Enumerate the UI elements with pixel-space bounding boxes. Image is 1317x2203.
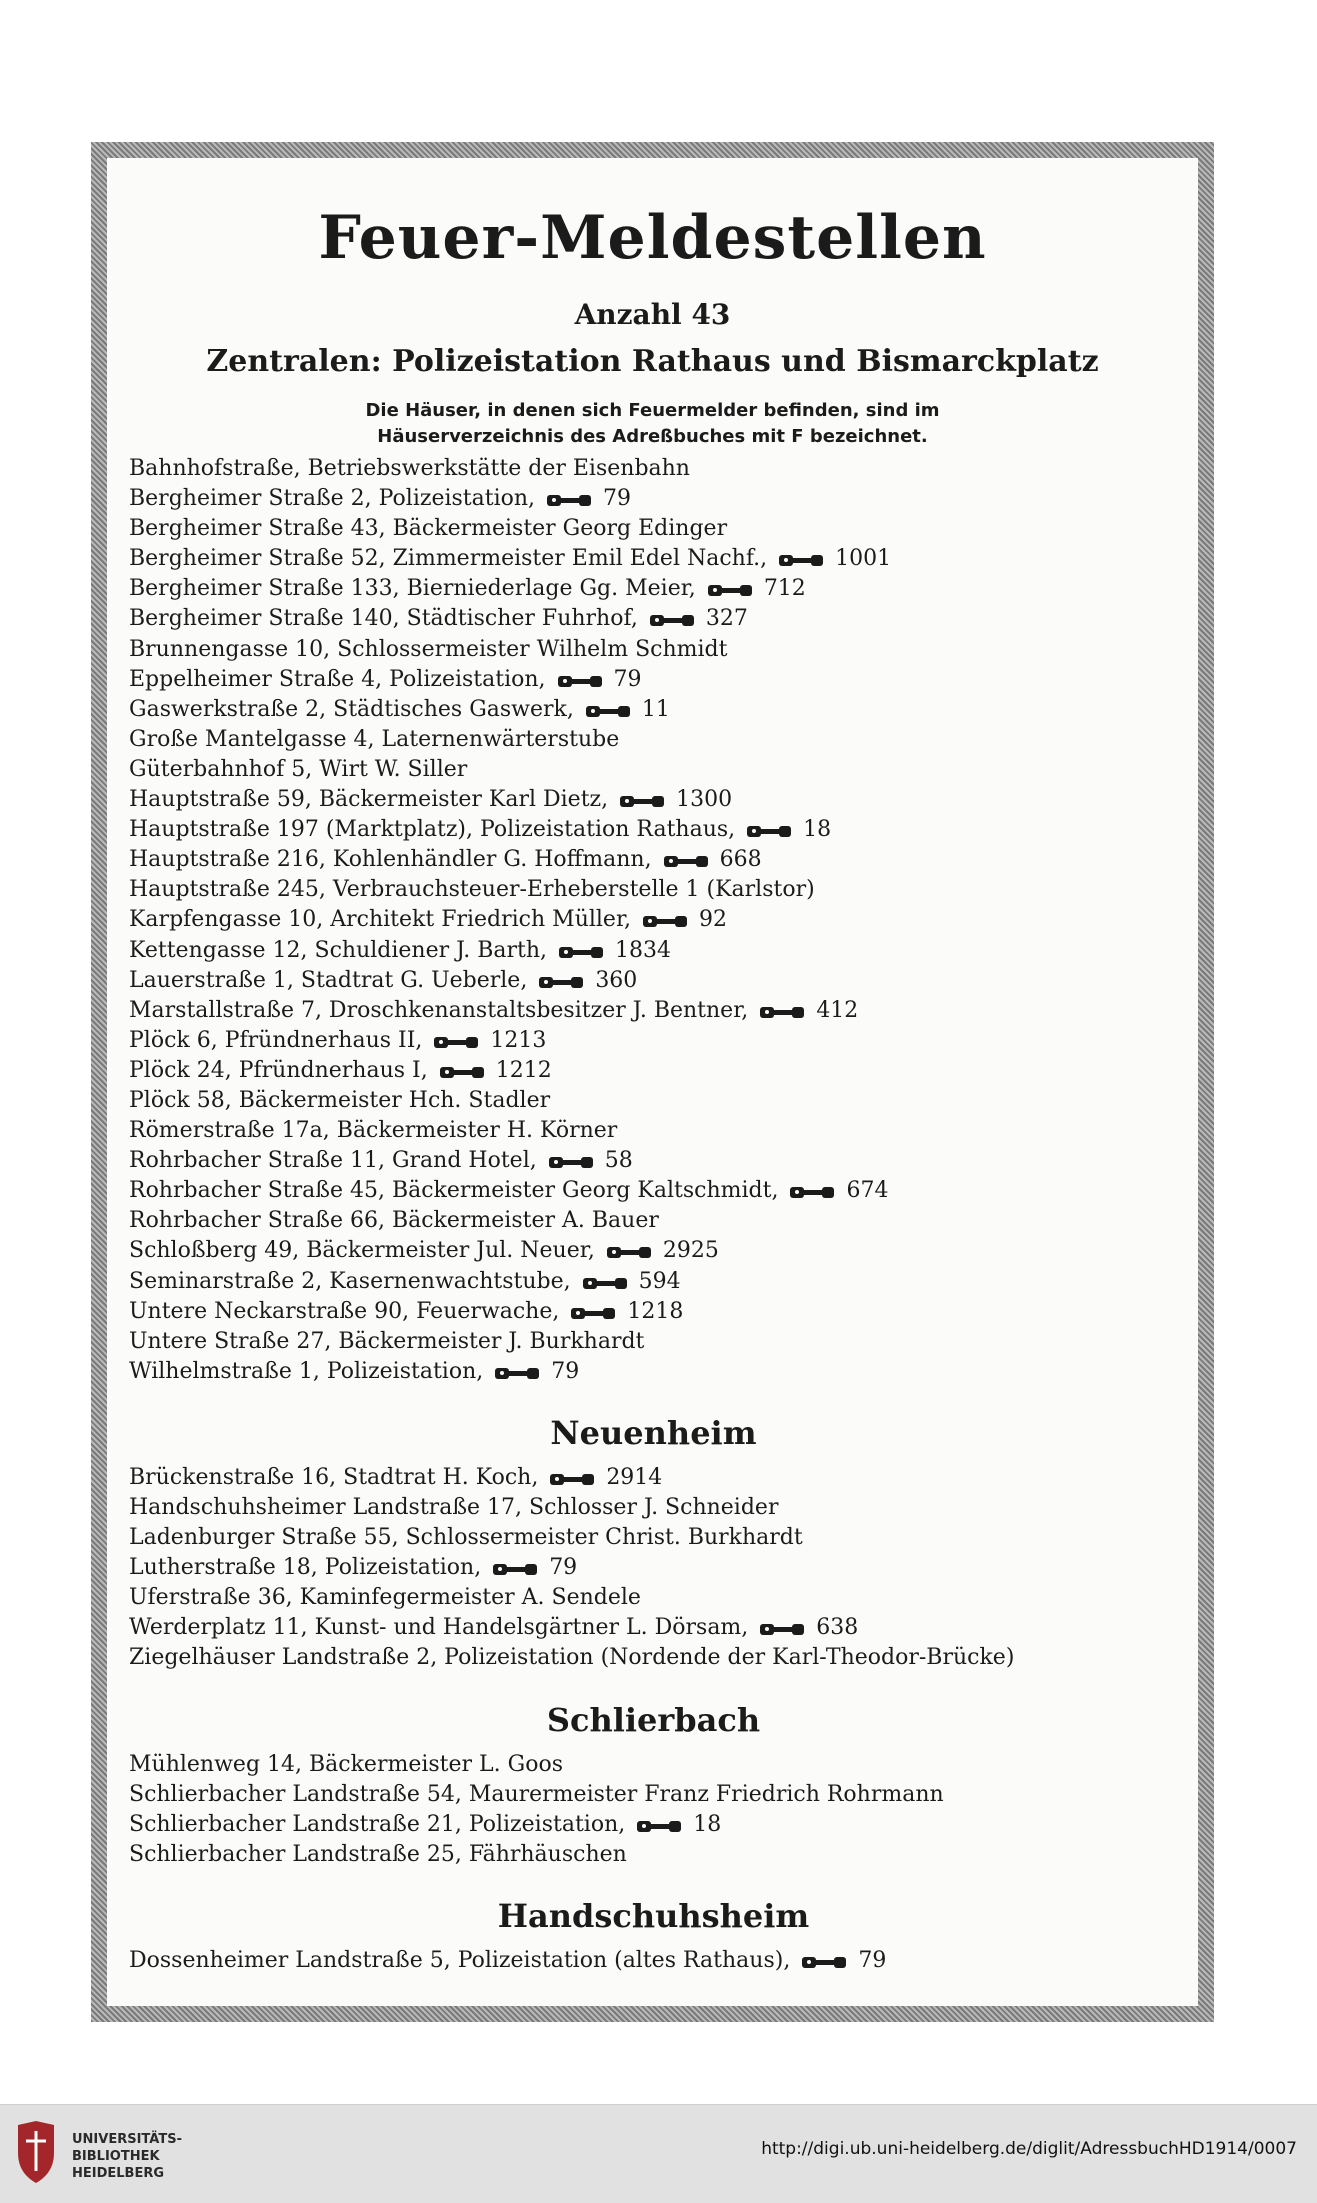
telephone-number: 11 [641,696,670,722]
alarm-entry [129,1810,1178,1840]
alarm-entry [129,454,1178,484]
telephone-number: 1300 [676,787,733,813]
entry-address: Plöck 6, Pfründnerhaus II, [129,1027,423,1053]
index-note-line-1: Die Häuser, in denen sich Feuermelder befinden, sind im [365,400,940,421]
alarm-entry [129,1327,1178,1357]
library-name [72,2131,182,2182]
alarm-entry [129,1553,1178,1583]
alarm-entry [129,1643,1178,1673]
entry-address: Eppelheimer Straße 4, Polizeistation, [129,666,546,692]
telephone-receiver-icon [493,1362,543,1382]
telephone-receiver-icon [581,1272,631,1292]
alarm-entry [129,875,1178,905]
library-name-line-3: HEIDELBERG [72,2166,165,2181]
telephone-receiver-icon [584,700,634,720]
entry-address: Rohrbacher Straße 11, Grand Hotel, [129,1148,537,1174]
telephone-receiver-icon [556,670,606,690]
alarm-entry [129,604,1178,634]
entry-address: Lauerstraße 1, Stadtrat G. Ueberle, [129,967,528,993]
alarm-count: Anzahl 43 [574,298,731,331]
alarm-entry [129,1236,1178,1266]
entry-address: Brunnengasse 10, Schlossermeister Wilhelm Schmidt [129,636,728,662]
section-heading: Neuenheim [550,1413,757,1452]
entry-address: Werderplatz 11, Kunst- und Handelsgärtner L. Dörsam, [129,1615,749,1641]
entry-address: Handschuhsheimer Landstraße 17, Schlosser J. Schneider [129,1495,779,1520]
entry-address: Lutherstraße 18, Polizeistation, [129,1555,482,1581]
entry-address: Bergheimer Straße 52, Zimmermeister Emil Edel Nachf., [129,546,768,572]
telephone-number: 594 [638,1268,681,1294]
alarm-entry [129,1613,1178,1643]
telephone-receiver-icon [491,1558,541,1578]
entry-address: Mühlenweg 14, Bäckermeister L. Goos [129,1751,563,1777]
alarm-entry [129,1086,1178,1116]
alarm-entry [129,1357,1178,1387]
page-title: Feuer-Meldestellen [318,203,987,273]
telephone-number: 58 [604,1148,633,1174]
section-heading: Handschuhsheim [497,1896,810,1935]
entry-address: Seminarstraße 2, Kasernenwachtstube, [129,1268,571,1294]
alarm-entry [129,845,1178,875]
telephone-number: 1834 [615,937,672,963]
library-name-line-1: UNIVERSITÄTS- [72,2132,182,2147]
entry-address: Untere Neckarstraße 90, Feuerwache, [129,1298,560,1324]
alarm-entry [129,1583,1178,1613]
telephone-receiver-icon [557,941,607,961]
entry-address: Ziegelhäuser Landstraße 2, Polizeistation (Nordende der Karl-Theodor-Brücke) [129,1645,1015,1671]
entry-address: Schlierbacher Landstraße 25, Fährhäuschen [129,1841,627,1867]
entry-address: Untere Straße 27, Bäckermeister J. Burkhardt [129,1328,645,1354]
alarm-entry [129,1493,1178,1523]
alarm-entry [129,665,1178,695]
entry-address: Brückenstraße 16, Stadtrat H. Koch, [129,1464,539,1490]
telephone-receiver-icon [605,1241,655,1261]
alarm-entry [129,1750,1178,1780]
entry-address: Uferstraße 36, Kaminfegermeister A. Sendele [129,1585,641,1611]
telephone-number: 79 [549,1555,578,1581]
entry-address: Hauptstraße 245, Verbrauchsteuer-Erheberstelle 1 (Karlstor) [129,877,815,903]
telephone-number: 674 [846,1178,889,1204]
index-note-line-2: Häuserverzeichnis des Adreßbuches mit F bezeichnet. [377,426,928,447]
telephone-number: 712 [763,576,806,602]
entry-address: Bahnhofstraße, Betriebswerkstätte der Eisenbahn [129,456,690,481]
telephone-number: 92 [699,907,728,933]
entry-address: Marstallstraße 7, Droschkenanstaltsbesitzer J. Bentner, [129,997,749,1023]
alarm-entry [129,1026,1178,1056]
telephone-number: 1213 [490,1027,547,1053]
alarm-entry [129,1946,1178,1976]
alarm-entry [129,1206,1178,1236]
alarm-entry [129,514,1178,544]
alarm-entry [129,484,1178,514]
centrals-line: Zentralen: Polizeistation Rathaus und Bismarckplatz [206,344,1099,379]
telephone-number: 638 [816,1615,859,1641]
telephone-number: 79 [858,1947,887,1973]
alarm-entry [129,1056,1178,1086]
alarm-entry [129,635,1178,665]
entry-address: Rohrbacher Straße 66, Bäckermeister A. Bauer [129,1208,659,1234]
entry-address: Wilhelmstraße 1, Polizeistation, [129,1358,484,1384]
entry-address: Bergheimer Straße 43, Bäckermeister Georg Edinger [129,516,728,542]
telephone-number: 79 [613,666,642,692]
section-heading: Schlierbach [546,1700,761,1739]
telephone-number: 360 [595,967,638,993]
telephone-receiver-icon [548,1468,598,1488]
telephone-receiver-icon [758,1618,808,1638]
viewer-footer [0,2104,1317,2203]
telephone-number: 1218 [627,1298,684,1324]
entry-address: Römerstraße 17a, Bäckermeister H. Körner [129,1118,618,1144]
telephone-number: 79 [551,1358,580,1384]
page-border-frame [91,142,1214,2022]
entry-address: Bergheimer Straße 2, Polizeistation, [129,486,536,512]
entry-address: Große Mantelgasse 4, Laternenwärterstube [129,726,620,752]
telephone-number: 1001 [835,546,892,572]
alarm-entry [129,1146,1178,1176]
entry-address: Hauptstraße 59, Bäckermeister Karl Dietz, [129,787,609,813]
telephone-receiver-icon [788,1181,838,1201]
entry-address: Schlierbacher Landstraße 54, Maurermeister Franz Friedrich Rohrmann [129,1781,944,1807]
telephone-number: 1212 [495,1057,552,1083]
entry-address: Hauptstraße 197 (Marktplatz), Polizeistation Rathaus, [129,817,736,843]
telephone-receiver-icon [706,579,756,599]
alarm-entry [129,815,1178,845]
telephone-receiver-icon [641,910,691,930]
alarm-entry [129,695,1178,725]
telephone-receiver-icon [758,1001,808,1021]
telephone-number: 2925 [662,1238,719,1264]
entry-address: Hauptstraße 216, Kohlenhändler G. Hoffmann, [129,847,652,873]
telephone-number: 79 [603,486,632,512]
entry-address: Bergheimer Straße 140, Städtischer Fuhrhof, [129,606,638,632]
alarm-entry [129,1523,1178,1553]
telephone-receiver-icon [547,1151,597,1171]
entry-address: Rohrbacher Straße 45, Bäckermeister Georg Kaltschmidt, [129,1178,779,1204]
telephone-receiver-icon [745,820,795,840]
telephone-receiver-icon [648,609,698,629]
alarm-entry [129,544,1178,574]
telephone-number: 327 [705,606,748,632]
alarm-entry [129,1840,1178,1870]
alarm-entry [129,1267,1178,1297]
alarm-entry [129,755,1178,785]
alarm-entry [129,574,1178,604]
index-note [107,398,1198,450]
source-url-link[interactable]: http://digi.ub.uni-heidelberg.de/diglit/AdressbuchHD1914/0007 [761,2139,1297,2159]
alarm-entry [129,1297,1178,1327]
entry-address: Kettengasse 12, Schuldiener J. Barth, [129,937,548,963]
entry-address: Plöck 58, Bäckermeister Hch. Stadler [129,1087,551,1113]
telephone-number: 18 [693,1811,722,1837]
telephone-receiver-icon [432,1031,482,1051]
telephone-number: 412 [816,997,859,1023]
university-seal-icon [14,2119,58,2185]
alarm-entry [129,1116,1178,1146]
alarm-entry [129,785,1178,815]
entry-address: Güterbahnhof 5, Wirt W. Siller [129,756,468,782]
telephone-number: 668 [719,847,762,873]
telephone-receiver-icon [800,1951,850,1971]
telephone-number: 18 [803,817,832,843]
library-name-line-2: BIBLIOTHEK [72,2149,160,2164]
telephone-receiver-icon [635,1815,685,1835]
entry-address: Plöck 24, Pfründnerhaus I, [129,1057,428,1083]
entry-address: Dossenheimer Landstraße 5, Polizeistation (altes Rathaus), [129,1947,791,1973]
entry-address: Bergheimer Straße 133, Bierniederlage Gg. Meier, [129,576,696,602]
entry-address: Schloßberg 49, Bäckermeister Jul. Neuer, [129,1238,595,1264]
fire-alarm-list [129,454,1178,1976]
entry-address: Ladenburger Straße 55, Schlossermeister Christ. Burkhardt [129,1525,803,1551]
telephone-receiver-icon [569,1302,619,1322]
alarm-entry [129,905,1178,935]
alarm-entry [129,1176,1178,1206]
telephone-receiver-icon [438,1061,488,1081]
telephone-receiver-icon [662,850,712,870]
entry-address: Karpfengasse 10, Architekt Friedrich Müller, [129,907,632,933]
alarm-entry [129,725,1178,755]
entry-address: Schlierbacher Landstraße 21, Polizeistation, [129,1811,626,1837]
telephone-receiver-icon [545,489,595,509]
page-content [107,158,1198,2006]
telephone-receiver-icon [777,549,827,569]
telephone-receiver-icon [618,790,668,810]
telephone-number: 2914 [606,1464,663,1490]
alarm-entry [129,966,1178,996]
alarm-entry [129,1463,1178,1493]
alarm-entry [129,936,1178,966]
alarm-entry [129,1780,1178,1810]
entry-address: Gaswerkstraße 2, Städtisches Gaswerk, [129,696,574,722]
alarm-entry [129,996,1178,1026]
telephone-receiver-icon [537,971,587,991]
